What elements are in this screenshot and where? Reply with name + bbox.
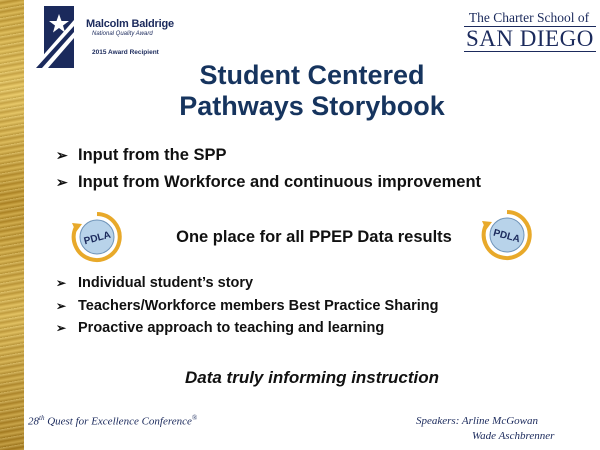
charter-line1: The Charter School of	[468, 10, 590, 25]
conference-number: 28	[28, 415, 39, 428]
main-bullet-list	[56, 142, 481, 196]
title-line2: Pathways Storybook	[179, 91, 445, 121]
center-statement: One place for all PPEP Data results	[176, 228, 452, 246]
list-item	[56, 142, 481, 169]
pdla-label: PDLA	[82, 229, 112, 248]
charter-line2: SAN DIEGO	[466, 26, 594, 51]
baldrige-recipient: 2015 Award Recipient	[92, 49, 159, 56]
list-item	[56, 169, 481, 196]
arrow-bullet-icon: ➢	[56, 298, 67, 313]
conference-footer	[28, 414, 197, 428]
speakers-footer	[416, 414, 554, 444]
list-item	[56, 272, 439, 295]
bullet-text: Proactive approach to teaching and learning	[78, 320, 385, 337]
arrow-bullet-icon: ➢	[56, 321, 67, 336]
baldrige-name: Malcolm Baldrige	[86, 18, 174, 30]
list-item	[56, 295, 439, 318]
registered-mark: ®	[191, 414, 198, 422]
speakers-line2: Wade Aschbrenner	[472, 430, 555, 442]
bullet-text: Teachers/Workforce members Best Practice Sharing	[78, 297, 439, 314]
sub-bullet-list	[56, 272, 439, 340]
bullet-text: Input from Workforce and continuous improvement	[78, 173, 482, 191]
bullet-text: Input from the SPP	[78, 146, 227, 164]
speakers-line1: Speakers: Arline McGowan	[416, 415, 538, 427]
baldrige-subtitle: National Quality Award	[92, 31, 153, 37]
gold-border-strip	[0, 0, 24, 450]
bullet-text: Individual student’s story	[78, 275, 254, 292]
list-item	[56, 317, 439, 340]
conference-name: Quest for Excellence Conference	[44, 415, 192, 428]
conference-ordinal: th	[39, 414, 45, 422]
pdla-label: PDLA	[492, 227, 522, 246]
title-line1: Student Centered	[199, 60, 425, 90]
pdla-cycle-icon	[480, 208, 534, 262]
charter-school-logo	[464, 10, 594, 52]
arrow-bullet-icon: ➢	[56, 276, 67, 291]
arrow-bullet-icon: ➢	[56, 147, 68, 163]
pdla-cycle-icon	[70, 210, 124, 264]
slide-title	[24, 60, 600, 122]
slide	[24, 0, 600, 450]
tagline: Data truly informing instruction	[184, 368, 440, 387]
arrow-bullet-icon: ➢	[56, 174, 68, 190]
